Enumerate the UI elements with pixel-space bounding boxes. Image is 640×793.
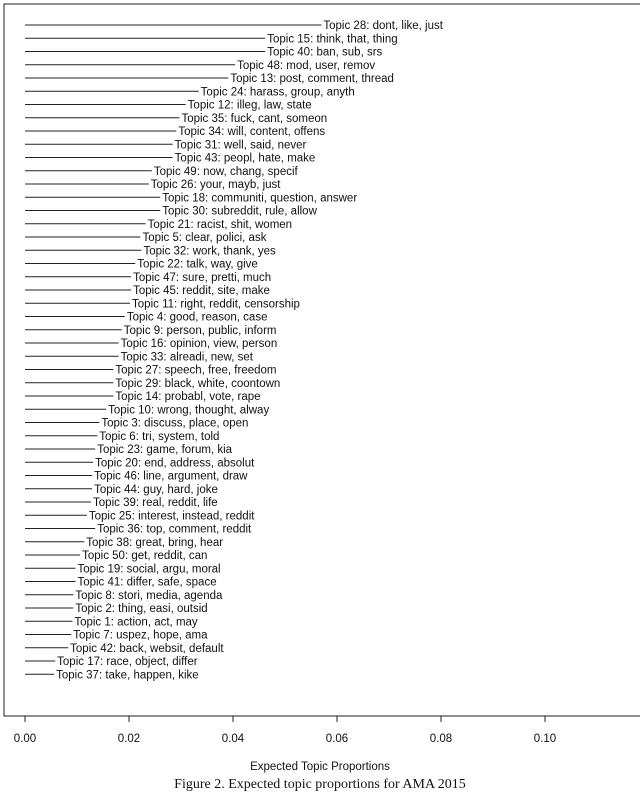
bar-label: Topic 23: game, forum, kia xyxy=(97,444,233,456)
x-tick-label: 0.06 xyxy=(325,733,349,745)
x-axis xyxy=(14,716,556,745)
x-tick-label: 0.00 xyxy=(13,733,37,745)
bar-label: Topic 6: tri, system, told xyxy=(99,430,220,443)
bar-label: Topic 40: ban, sub, srs xyxy=(267,46,383,59)
bar-label: Topic 32: work, thank, yes xyxy=(143,245,276,258)
bar-label: Topic 14: probabl, vote, rape xyxy=(115,391,261,403)
bar-label: Topic 43: peopl, hate, make xyxy=(174,152,316,165)
bar-label: Topic 48: mod, user, remov xyxy=(237,59,376,72)
bar-label: Topic 30: subreddit, rule, allow xyxy=(162,205,317,218)
bar-label: Topic 46: line, argument, draw xyxy=(94,470,248,483)
bar-label: Topic 49: now, chang, specif xyxy=(153,165,298,178)
figure-caption: Figure 2. Expected topic proportions for AMA 2015 xyxy=(174,777,466,792)
bar-label: Topic 22: talk, way, give xyxy=(137,258,258,271)
bars-group xyxy=(25,20,444,681)
bar-label: Topic 11: right, reddit, censorship xyxy=(132,298,300,311)
bar-label: Topic 33: alreadi, new, set xyxy=(120,351,253,364)
x-tick-label: 0.08 xyxy=(429,733,453,745)
bar-label: Topic 50: get, reddit, can xyxy=(82,550,208,562)
bar-label: Topic 19: social, argu, moral xyxy=(77,563,221,576)
bar-label: Topic 18: communiti, question, answer xyxy=(162,192,358,205)
bar-label: Topic 9: person, public, inform xyxy=(123,324,277,337)
bar-label: Topic 17: race, object, differ xyxy=(57,656,198,668)
bar-label: Topic 25: interest, instead, reddit xyxy=(88,510,255,523)
bar-label: Topic 41: differ, safe, space xyxy=(77,576,217,589)
bar-label: Topic 5: clear, polici, ask xyxy=(142,232,267,244)
bar-label: Topic 44: guy, hard, joke xyxy=(94,483,218,496)
bar-label: Topic 7: uspez, hope, ama xyxy=(73,629,208,642)
bar-label: Topic 26: your, mayb, just xyxy=(150,179,281,191)
bar-label: Topic 20: end, address, absolut xyxy=(95,457,255,470)
bar-label: Topic 12: illeg, law, state xyxy=(187,99,312,112)
bar-label: Topic 34: will, content, offens xyxy=(178,126,326,138)
bar-label: Topic 38: great, bring, hear xyxy=(86,536,224,549)
bar-label: Topic 31: well, said, never xyxy=(174,139,307,152)
x-tick-label: 0.10 xyxy=(533,733,557,745)
bar-label: Topic 37: take, happen, kike xyxy=(56,669,199,682)
x-axis-title: Expected Topic Proportions xyxy=(250,761,390,773)
bar-label: Topic 28: dont, like, just xyxy=(323,20,443,32)
bar-label: Topic 24: harass, group, anyth xyxy=(200,86,355,99)
bar-label: Topic 29: black, white, coontown xyxy=(115,377,281,390)
x-tick-label: 0.04 xyxy=(221,733,245,745)
bar-label: Topic 16: opinion, view, person xyxy=(120,338,278,350)
bar-label: Topic 35: fuck, cant, someon xyxy=(181,112,328,125)
bar-label: Topic 13: post, comment, thread xyxy=(230,73,394,85)
bar-label: Topic 45: reddit, site, make xyxy=(133,285,270,297)
bar-label: Topic 2: thing, easi, outsid xyxy=(75,603,208,615)
bar-label: Topic 1: action, act, may xyxy=(74,616,198,629)
bar-label: Topic 8: stori, media, agenda xyxy=(75,589,223,602)
bar-label: Topic 4: good, reason, case xyxy=(126,311,268,324)
bar-label: Topic 36: top, comment, reddit xyxy=(97,523,252,536)
bar-label: Topic 27: speech, free, freedom xyxy=(115,364,277,377)
bar-label: Topic 15: think, that, thing xyxy=(267,33,398,46)
bar-label: Topic 3: discuss, place, open xyxy=(101,417,249,430)
bar-label: Topic 42: back, websit, default xyxy=(70,642,224,655)
x-tick-label: 0.02 xyxy=(117,733,141,745)
bar-label: Topic 10: wrong, thought, alway xyxy=(108,404,270,417)
bar-label: Topic 21: racist, shit, women xyxy=(147,218,293,231)
bar-label: Topic 47: sure, pretti, much xyxy=(133,271,272,284)
bar-label: Topic 39: real, reddit, life xyxy=(93,497,218,509)
